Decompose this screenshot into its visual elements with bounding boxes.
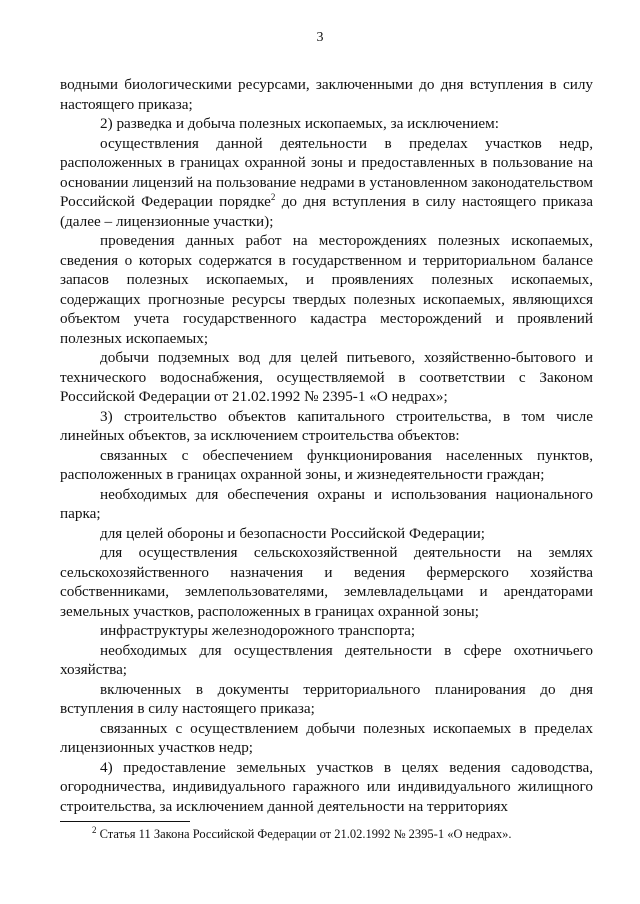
footnote-divider bbox=[60, 821, 190, 822]
paragraph bbox=[60, 134, 593, 232]
paragraph: для осуществления сельскохозяйственной деятельности на землях сельскохозяйственного назначения и ведения фермерского хозяйства собственниками, землепользователями, землевладельцами и арендаторами земельных участков, расположенных в границах охранной зоны; bbox=[60, 544, 593, 620]
paragraph: 2) разведка и добыча полезных ископаемых, за исключением: bbox=[100, 115, 499, 132]
paragraph-text: осуществления данной деятельности в пределах участков недр, расположенных в границах охранной зоны и предоставленных в пользование на основании лицензий на пользование недрами в установленном законодательством Российской Федерации порядке bbox=[60, 134, 593, 210]
body-text bbox=[60, 75, 593, 816]
paragraph: включенных в документы территориального планирования до дня вступления в силу настоящего приказа; bbox=[60, 680, 593, 717]
paragraph: водными биологическими ресурсами, заключенными до дня вступления в силу настоящего приказа; bbox=[60, 76, 593, 113]
paragraph: добычи подземных вод для целей питьевого, хозяйственно-бытового и технического водоснабжения, осуществляемой в соответствии с Законом Российской Федерации от 21.02.1992 № 2395-1 «О недрах»; bbox=[60, 349, 593, 405]
footnote-text: Статья 11 Закона Российской Федерации от 21.02.1992 № 2395-1 «О недрах». bbox=[96, 827, 512, 841]
paragraph: для целей обороны и безопасности Российской Федерации; bbox=[100, 524, 485, 542]
paragraph: связанных с осуществлением добычи полезных ископаемых в пределах лицензионных участков недр; bbox=[60, 719, 593, 756]
footnote bbox=[92, 826, 511, 842]
footnote-marker: 2 bbox=[92, 824, 97, 835]
paragraph: необходимых для осуществления деятельности в сфере охотничьего хозяйства; bbox=[60, 641, 593, 678]
paragraph-text: до дня вступления в силу настоящего приказа (далее – лицензионные участки); bbox=[60, 193, 593, 230]
paragraph: необходимых для обеспечения охраны и использования национального парка; bbox=[60, 485, 593, 522]
paragraph: проведения данных работ на месторождениях полезных ископаемых, сведения о которых содержатся в государственном и территориальном балансе запасов полезных ископаемых, и проявлениях полезных ископаемых, содержащих прогнозные ресурсы твердых полезных ископаемых, являющихся объектом учета государственного кадастра месторождений и проявлений полезных ископаемых; bbox=[60, 232, 593, 347]
paragraph: 3) строительство объектов капитального строительства, в том числе линейных объектов, за исключением строительства объектов: bbox=[60, 407, 593, 444]
page-number: 3 bbox=[316, 30, 324, 45]
paragraph: инфраструктуры железнодорожного транспорта; bbox=[100, 622, 416, 639]
footnote-reference[interactable]: 2 bbox=[270, 191, 276, 202]
paragraph: связанных с обеспечением функционирования населенных пунктов, расположенных в границах охранной зоны, и жизнедеятельности граждан; bbox=[60, 446, 593, 483]
paragraph: 4) предоставление земельных участков в целях ведения садоводства, огородничества, индивидуального гаражного или индивидуального жилищного строительства, за исключением данной деятельности на территориях bbox=[60, 758, 593, 815]
